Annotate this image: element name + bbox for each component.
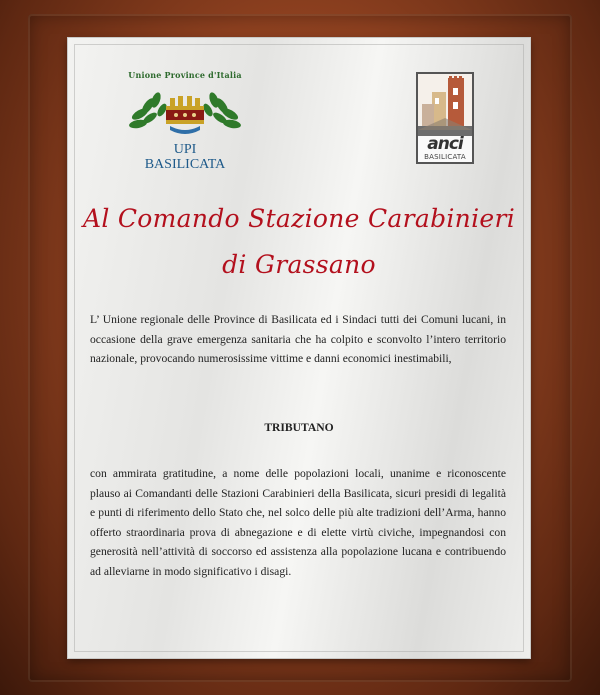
tributano-heading: TRIBUTANO: [264, 421, 334, 434]
upi-logo: [120, 70, 250, 200]
anci-region: BASILICATA: [424, 153, 466, 161]
anci-mark: anci: [427, 134, 463, 154]
dedication-paragraph-2: con ammirata gratitudine, a nome delle popolazioni locali, unanime e riconoscente plauso ai Comandanti delle Stazioni Carabinieri della Basilicata, sicuri presidi di legalità e punti di riferimento dello Stato che, nel solco delle più alte tradizioni dell’Arma, hanno offerto straordinaria prova di abnegazione e di elette virtù civiche, impegnandosi con generosità nell’attività di soccorso ed assistenza alla popolazione lucana e contribuendo ad alleviarne in modo significativo i disagi.: [90, 467, 506, 578]
plaque-plate: [68, 38, 530, 658]
upi-arc-text: Unione Province d'Italia: [128, 70, 242, 80]
laurel-crown-icon: [126, 84, 244, 142]
upi-name: UPI: [173, 142, 197, 157]
plaque-title-line2: di Grassano: [222, 250, 376, 279]
plaque-title-line1: Al Comando Stazione Carabinieri: [82, 204, 516, 233]
anci-logo: [416, 72, 474, 164]
upi-region: BASILICATA: [144, 157, 226, 172]
dedication-paragraph-1: L’ Unione regionale delle Province di Basilicata ed i Sindaci tutti dei Comuni lucani, in occasione della grave emergenza sanitaria che ha colpito e sconvolto l’intero territorio nazionale, provocando numerosissime vittime e danni economici inestimabili,: [90, 313, 506, 366]
tower-icon: [418, 74, 472, 136]
